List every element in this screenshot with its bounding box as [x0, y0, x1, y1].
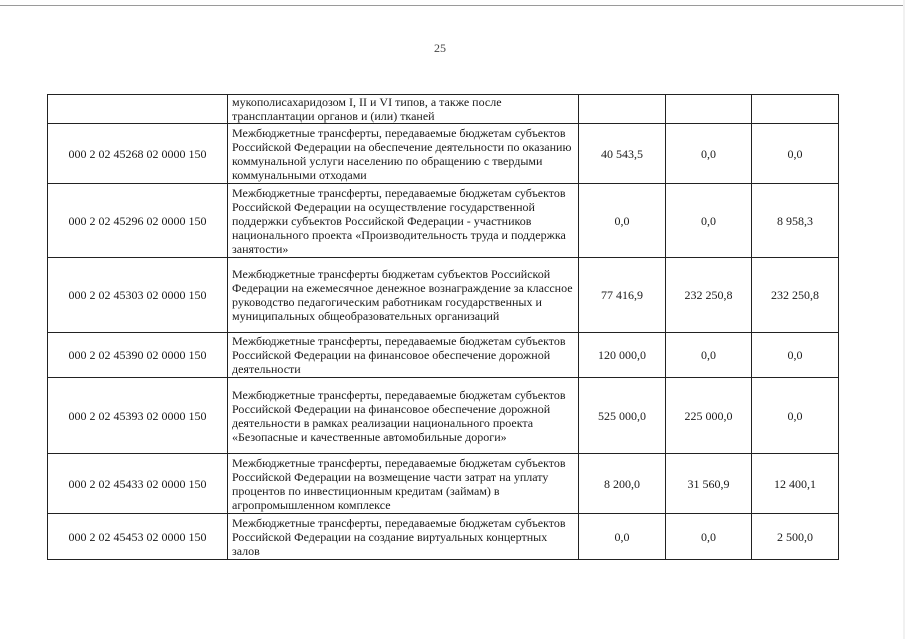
row-description: мукополисахаридозом I, II и VI типов, а также после трансплантации органов и (или) тканей: [228, 95, 579, 124]
row-value-2: 0,0: [666, 184, 752, 258]
table-row: [48, 378, 839, 454]
row-value-2: 31 560,9: [666, 454, 752, 514]
row-value-1: [579, 95, 666, 124]
row-value-2: 0,0: [666, 514, 752, 560]
row-description: Межбюджетные трансферты, передаваемые бюджетам субъектов Российской Федерации на обеспечение деятельности по оказанию коммунальной услуги населению по обращению с твердыми коммунальными отходами: [228, 124, 579, 184]
row-value-3: 0,0: [752, 333, 839, 378]
table-row: [48, 184, 839, 258]
row-description: Межбюджетные трансферты, передаваемые бюджетам субъектов Российской Федерации на финансовое обеспечение дорожной деятельности в рамках реализации национального проекта «Безопасные и качественные автомобильные дороги»: [228, 378, 579, 454]
row-value-3: 0,0: [752, 124, 839, 184]
row-value-3: 8 958,3: [752, 184, 839, 258]
row-code: 000 2 02 45453 02 0000 150: [48, 514, 228, 560]
row-description: Межбюджетные трансферты, передаваемые бюджетам субъектов Российской Федерации на финансовое обеспечение дорожной деятельности: [228, 333, 579, 378]
row-value-1: 77 416,9: [579, 258, 666, 333]
scan-top-edge: [0, 5, 905, 6]
row-value-1: 0,0: [579, 184, 666, 258]
row-code: 000 2 02 45393 02 0000 150: [48, 378, 228, 454]
table-row: [48, 333, 839, 378]
row-value-1: 120 000,0: [579, 333, 666, 378]
row-description: Межбюджетные трансферты, передаваемые бюджетам субъектов Российской Федерации на создание виртуальных концертных залов: [228, 514, 579, 560]
row-description: Межбюджетные трансферты, передаваемые бюджетам субъектов Российской Федерации на осуществление государственной поддержки субъектов Российской Федерации - участников национального проекта «Производительность труда и поддержка занятости»: [228, 184, 579, 258]
row-value-1: 8 200,0: [579, 454, 666, 514]
row-value-1: 40 543,5: [579, 124, 666, 184]
table-row: [48, 454, 839, 514]
table-row: [48, 95, 839, 124]
row-value-2: 232 250,8: [666, 258, 752, 333]
row-description: Межбюджетные трансферты, передаваемые бюджетам субъектов Российской Федерации на возмещение части затрат на уплату процентов по инвестиционным кредитам (займам) в агропромышленном комплексе: [228, 454, 579, 514]
row-value-2: 0,0: [666, 333, 752, 378]
row-value-1: 0,0: [579, 514, 666, 560]
budget-table: [47, 94, 839, 560]
row-value-3: 0,0: [752, 378, 839, 454]
row-value-2: 225 000,0: [666, 378, 752, 454]
row-value-3: [752, 95, 839, 124]
page-number: 25: [434, 41, 446, 55]
row-code: [48, 95, 228, 124]
row-value-1: 525 000,0: [579, 378, 666, 454]
row-code: 000 2 02 45303 02 0000 150: [48, 258, 228, 333]
row-value-2: 0,0: [666, 124, 752, 184]
row-value-3: 232 250,8: [752, 258, 839, 333]
row-value-3: 2 500,0: [752, 514, 839, 560]
row-value-2: [666, 95, 752, 124]
table-row: [48, 124, 839, 184]
row-description: Межбюджетные трансферты бюджетам субъектов Российской Федерации на ежемесячное денежное вознаграждение за классное руководство педагогическим работникам государственных и муниципальных общеобразовательных организаций: [228, 258, 579, 333]
row-code: 000 2 02 45268 02 0000 150: [48, 124, 228, 184]
row-code: 000 2 02 45296 02 0000 150: [48, 184, 228, 258]
row-code: 000 2 02 45433 02 0000 150: [48, 454, 228, 514]
row-value-3: 12 400,1: [752, 454, 839, 514]
table-row: [48, 514, 839, 560]
table-row: [48, 258, 839, 333]
row-code: 000 2 02 45390 02 0000 150: [48, 333, 228, 378]
